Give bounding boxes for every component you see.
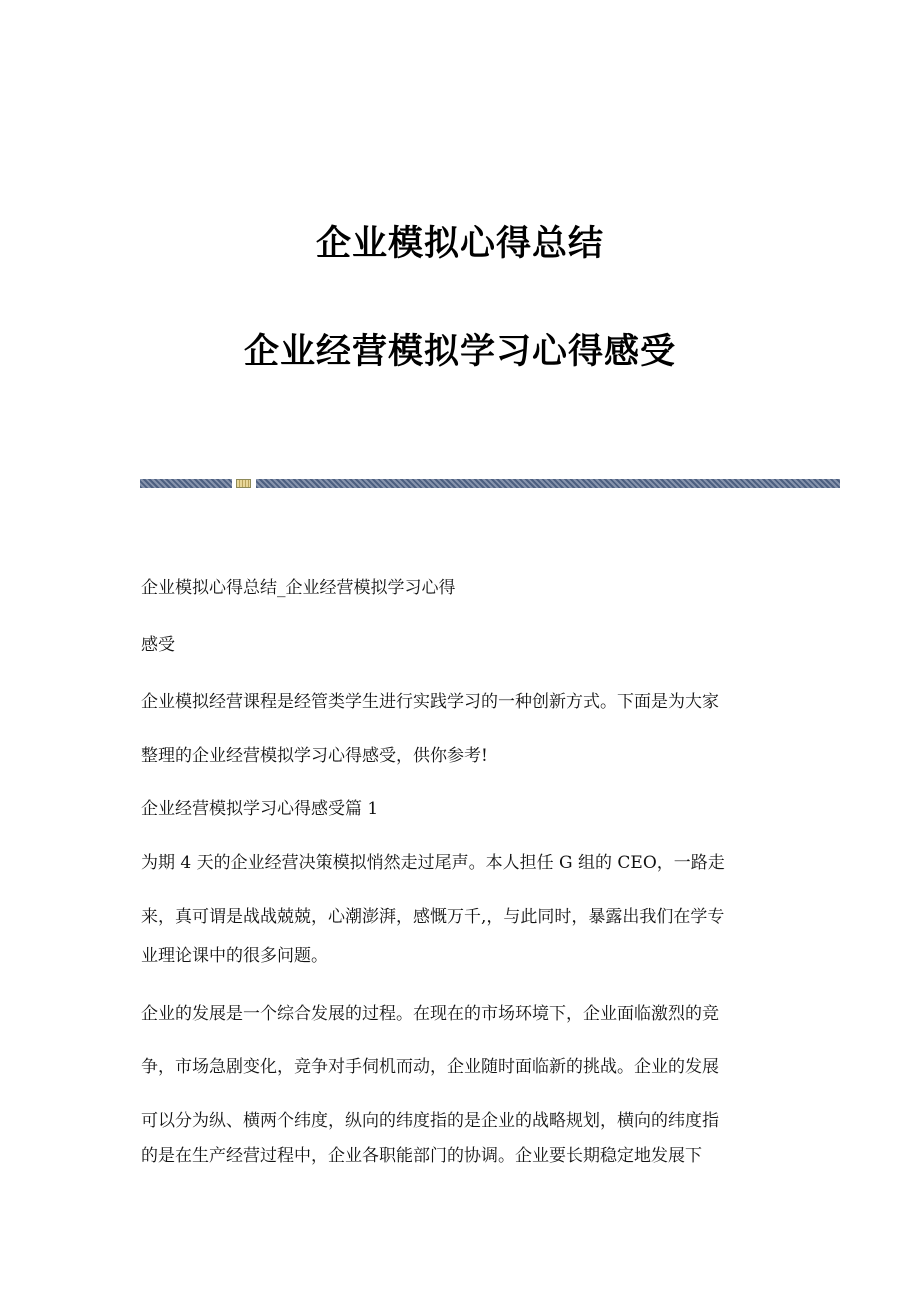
body-text-line: 企业模拟经营课程是经管类学生进行实践学习的一种创新方式。下面是为大家 (141, 692, 719, 712)
body-text-line: 企业模拟心得总结_企业经营模拟学习心得 (141, 578, 456, 598)
body-text-line: 整理的企业经营模拟学习心得感受，供你参考! (141, 746, 488, 766)
body-text-line: 来，真可谓是战战兢兢，心潮澎湃，感慨万千,，与此同时，暴露出我们在学专 (141, 907, 725, 927)
section-heading: 企业经营模拟学习心得感受篇 1 (141, 799, 379, 819)
body-text-line: 为期 4 天的企业经营决策模拟悄然走过尾声。本人担任 G 组的 CEO，一路走 (141, 853, 725, 873)
body-text-line: 争，市场急剧变化，竞争对手伺机而动，企业随时面临新的挑战。企业的发展 (141, 1057, 719, 1077)
body-text-line: 业理论课中的很多问题。 (141, 946, 328, 966)
divider-bar-right (256, 479, 840, 488)
body-text-line: 可以分为纵、横两个纬度，纵向的纬度指的是企业的战略规划，横向的纬度指 (141, 1111, 719, 1131)
document-subtitle: 企业经营模拟学习心得感受 (243, 332, 676, 372)
body-text-line: 感受 (141, 635, 175, 655)
divider-ornament-icon (236, 479, 251, 488)
body-text-line: 企业的发展是一个综合发展的过程。在现在的市场环境下，企业面临激烈的竞 (141, 1004, 719, 1024)
body-text-line: 的是在生产经营过程中，企业各职能部门的协调。企业要长期稳定地发展下 (141, 1146, 702, 1166)
divider-bar-left (140, 479, 232, 488)
document-title: 企业模拟心得总结 (315, 224, 604, 264)
